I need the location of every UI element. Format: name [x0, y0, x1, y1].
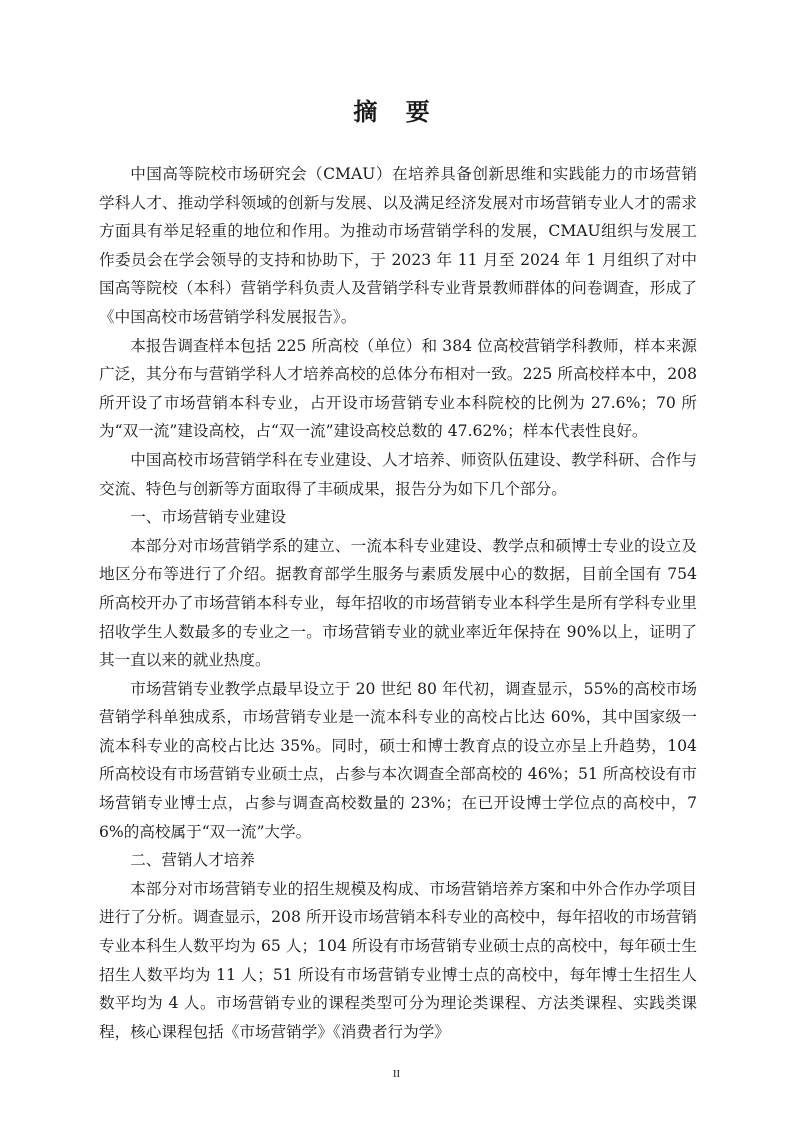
- paragraph-sample: 本报告调查样本包括 225 所高校（单位）和 384 位高校营销学科教师，样本来源广泛，其分布与营销学科人才培养高校的总体分布相对一致。225 所高校样本中，208 所开设了市场营销本科专业，占开设市场营销专业本科院校的比例为 27.6%；70 所为“双一流”建设高校，占“双一流”建设高校总数的 47.62%；样本代表性良好。: [99, 336, 697, 441]
- paragraph-major-construction: 本部分对市场营销学系的建立、一流本科专业建设、教学点和硕博士专业的设立及地区分布等进行了介绍。据教育部学生服务与素质发展中心的数据，目前全国有 754 所高校开办了市场营销本科专业，每年招收的市场营销专业本科学生是所有学科专业里招收学生人数最多的专业之一。市场营销专业的就业率近年保持在 90%以上，证明了其一直以来的就业热度。: [99, 536, 697, 670]
- page-title: 摘 要: [353, 97, 440, 126]
- paragraph-teaching-points: 市场营销专业教学点最早设立于 20 世纪 80 年代初，调查显示，55%的高校市场营销学科单独成系，市场营销专业是一流本科专业的高校占比达 60%，其中国家级一流本科专业的高校占比达 35%。同时，硕士和博士教育点的设立亦呈上升趋势，104 所高校设有市场营销专业硕士点，占参与本次调查全部高校的 46%；51 所高校设有市场营销专业博士点，占参与调查高校数量的 23%；在已开设博士学位点的高校中，76%的高校属于“双一流”大学。: [99, 679, 697, 841]
- paragraph-overview: 中国高校市场营销学科在专业建设、人才培养、师资队伍建设、教学科研、合作与交流、特色与创新等方面取得了丰硕成果，报告分为如下几个部分。: [99, 450, 697, 498]
- section-heading-1: 一、市场营销专业建设: [130, 508, 287, 527]
- paragraph-talent-training: 本部分对市场营销专业的招生规模及构成、市场营销培养方案和中外合作办学项目进行了分析。调查显示，208 所开设市场营销本科专业的高校中，每年招收的市场营销专业本科生人数平均为 65 人；104 所设有市场营销专业硕士点的高校中，每年硕士生招生人数平均为 11 人；51 所设有市场营销专业博士点的高校中，每年博士生招生人数平均为 4 人。市场营销专业的课程类型可分为理论类课程、方法类课程、实践类课程，核心课程包括《市场营销学》《消费者行为学》: [99, 879, 697, 1041]
- paragraph-intro: 中国高等院校市场研究会（CMAU）在培养具备创新思维和实践能力的市场营销学科人才、推动学科领域的创新与发展、以及满足经济发展对市场营销专业人才的需求方面具有举足轻重的地位和作用。为推动市场营销学科的发展，CMAU组织与发展工作委员会在学会领导的支持和协助下，于 2023 年 11 月至 2024 年 1 月组织了对中国高等院校（本科）营销学科负责人及营销学科专业背景教师群体的问卷调查，形成了《中国高校市场营销学科发展报告》。: [99, 165, 697, 326]
- section-heading-2: 二、营销人才培养: [130, 851, 255, 870]
- page-number: II: [392, 1068, 401, 1080]
- document-body: [99, 160, 697, 1046]
